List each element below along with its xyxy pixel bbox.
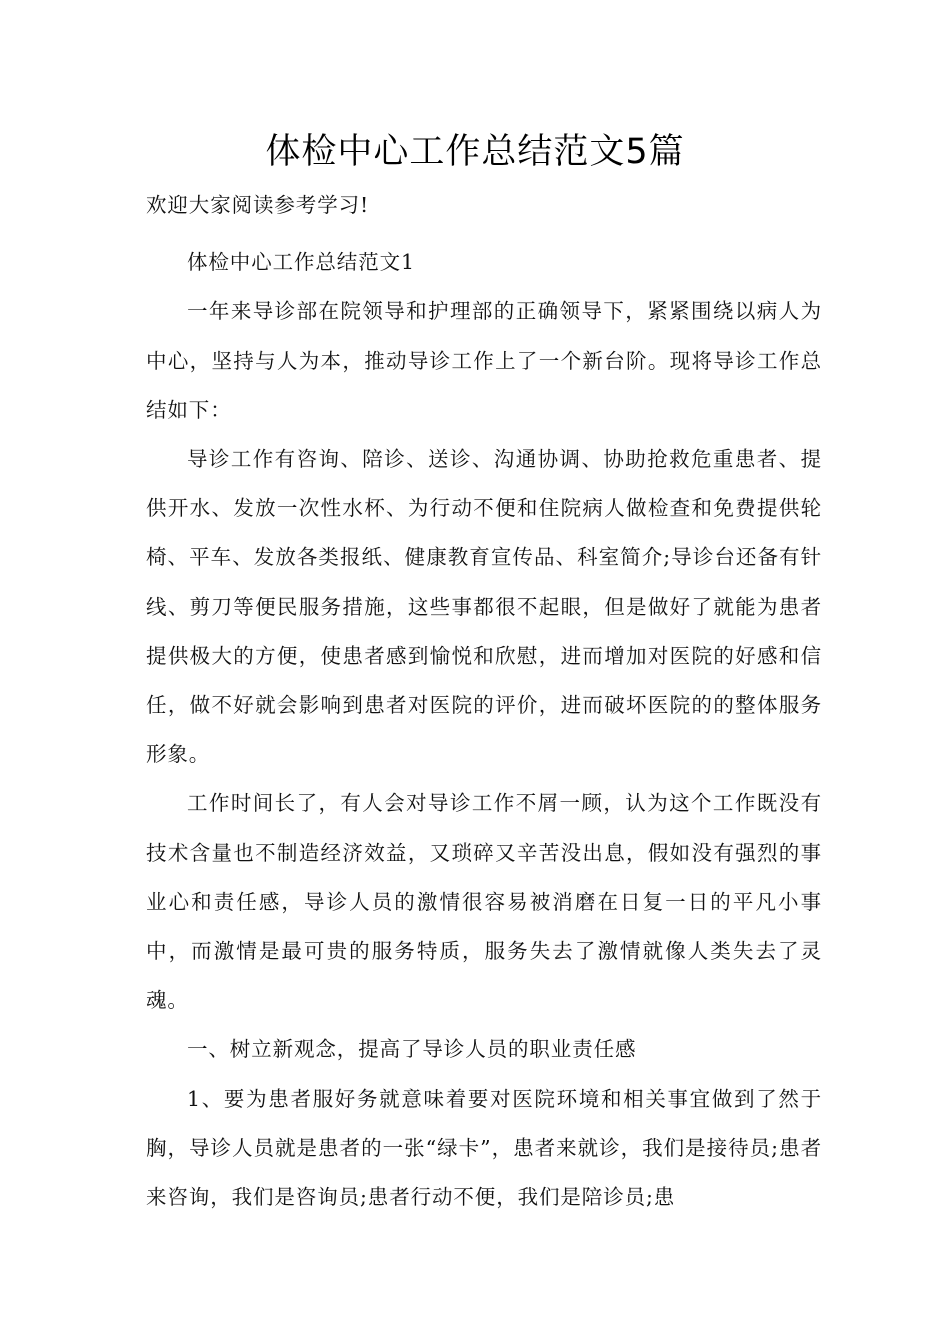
paragraph: 导诊工作有咨询、陪诊、送诊、沟通协调、协助抢救危重患者、提供开水、发放一次性水杯、为行动不便和住院病人做检查和免费提供轮椅、平车、发放各类报纸、健康教育宣传品、科室简介;导诊台还备有针线、剪刀等便民服务措施，这些事都很不起眼，但是做好了就能为患者提供极大的方便，使患者感到愉悦和欣慰，进而增加对医院的好感和信任，做不好就会影响到患者对医院的评价，进而破坏医院的的整体服务形象。 — [146, 447, 822, 767]
intro-line: 欢迎大家阅读参考学习! — [146, 193, 370, 217]
paragraph: 工作时间长了，有人会对导诊工作不屑一顾，认为这个工作既没有技术含量也不制造经济效益，又琐碎又辛苦没出息，假如没有强烈的事业心和责任感，导诊人员的激情很容易被消磨在日复一日的平凡小事中，而激情是最可贵的服务特质，服务失去了激情就像人类失去了灵魂。 — [146, 791, 822, 1013]
document-title: 体检中心工作总结范文5篇 — [265, 132, 685, 172]
section-heading-essay-1: 体检中心工作总结范文1 — [187, 250, 415, 275]
paragraph: 1、要为患者服好务就意味着要对医院环境和相关事宜做到了然于胸，导诊人员就是患者的一张“绿卡”，患者来就诊，我们是接待员;患者来咨询，我们是咨询员;患者行动不便，我们是陪诊员;患 — [146, 1086, 822, 1210]
section-heading: 一、树立新观念，提高了导诊人员的职业责任感 — [187, 1037, 637, 1062]
paragraph: 一年来导诊部在院领导和护理部的正确领导下，紧紧围绕以病人为中心，坚持与人为本，推动导诊工作上了一个新台阶。现将导诊工作总结如下： — [146, 299, 822, 422]
document-body — [146, 181, 822, 1222]
